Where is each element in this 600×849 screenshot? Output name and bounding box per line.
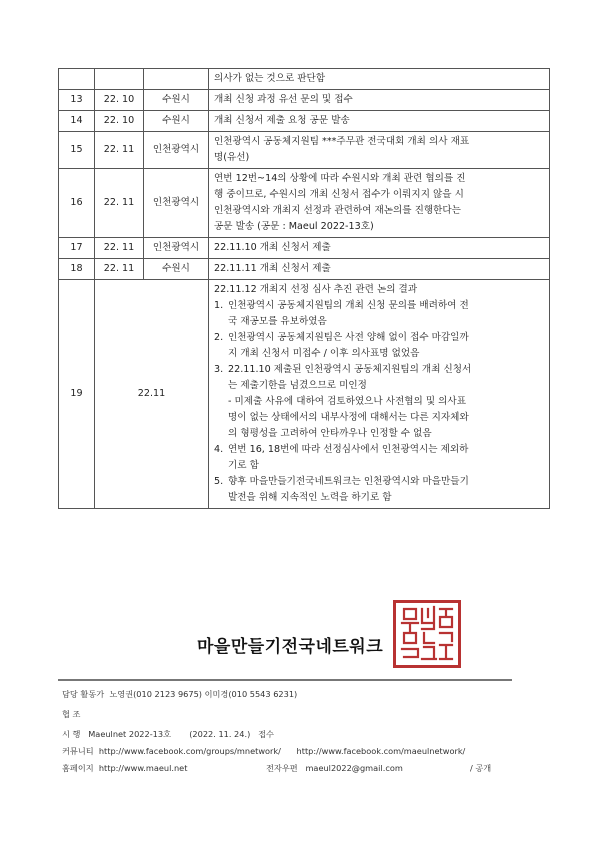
contacts-label: 담당 활동가: [62, 689, 105, 699]
list-item: [214, 298, 544, 330]
issue-date: (2022. 11. 24.): [189, 729, 251, 739]
row-organization: 인천광역시: [144, 238, 209, 259]
list-number: 4.: [214, 444, 224, 455]
homepage-label: 홈페이지: [62, 763, 94, 773]
table-row: [59, 169, 550, 238]
content-line: 22.11.10 개최 신청서 제출: [214, 242, 331, 253]
contacts-value: 노영권(010 2123 9675) 이미경(010 5543 6231): [109, 689, 298, 699]
content-line: 명이 없는 상태에서의 내부사정에 대해서는 다른 지자체와: [228, 412, 469, 423]
homepage-link[interactable]: http://www.maeul.net: [98, 763, 188, 773]
cooperation-label: 협 조: [62, 709, 81, 719]
row-date: 22. 11: [95, 238, 144, 259]
row-number: 15: [59, 132, 95, 169]
content-line: 22.11.11 개최 신청서 제출: [214, 263, 331, 274]
table-row: [59, 280, 550, 509]
row-organization: 수원시: [144, 259, 209, 280]
content-line: 향후 마을만들기전국네트워크는 인천광역시와 마을만들기: [228, 476, 469, 487]
footer-contacts: [62, 689, 297, 700]
row-number: 17: [59, 238, 95, 259]
organization-name: 마을만들기전국네트워크: [197, 637, 384, 657]
list-item: [214, 394, 544, 442]
row-number: 19: [59, 280, 95, 509]
row-content: [209, 259, 550, 280]
content-line: 명(유선): [214, 152, 250, 163]
content-line: 연번 12번~14의 상황에 따라 수원시와 개최 관련 협의를 진: [214, 173, 466, 184]
content-line: 공문 발송 (공문 : Maeul 2022-13호): [214, 221, 374, 232]
disclosure-status: / 공개: [470, 763, 492, 773]
issue-label: 시 행: [62, 729, 81, 739]
table-row: [59, 132, 550, 169]
footer-issue: [62, 729, 274, 740]
issue-number: Maeulnet 2022-13호: [88, 729, 171, 739]
footer-homepage: [62, 763, 502, 774]
community-label: 커뮤니티: [62, 746, 94, 756]
content-line: - 미제출 사유에 대하여 검토하였으나 사전협의 및 의사표: [228, 396, 466, 407]
row-content: [209, 238, 550, 259]
footer-community: [62, 746, 465, 757]
content-line: 인천광역시 공동체지원팀의 개최 신청 문의를 배려하여 전: [228, 300, 469, 311]
activity-log-table: [58, 68, 550, 509]
footer-cooperation: [62, 709, 80, 720]
row-date: 22. 10: [95, 111, 144, 132]
content-line: 의사가 없는 것으로 판단함: [214, 73, 326, 84]
table-row: [59, 259, 550, 280]
content-line: 의 형평성을 고려하여 안타까우나 인정할 수 없음: [228, 428, 432, 439]
list-item: [214, 362, 544, 394]
community-link-group[interactable]: http://www.facebook.com/groups/mnetwork/: [98, 746, 281, 756]
content-line: 발전을 위해 지속적인 노력을 하기로 함: [228, 492, 392, 503]
content-line: 개최 신청 과정 유선 문의 및 접수: [214, 94, 353, 105]
list-text: [228, 442, 544, 474]
row-number: 16: [59, 169, 95, 238]
content-line: 인천광역시와 개최지 선정과 관련하여 재논의를 진행한다는: [214, 205, 461, 216]
list-text: [228, 362, 544, 394]
table-row: [59, 238, 550, 259]
row-organization: 수원시: [144, 90, 209, 111]
content-line: 인천광역시 공동체지원팀은 사전 양해 없이 접수 마감일까: [228, 332, 469, 343]
list-text: [228, 298, 544, 330]
row-date: 22.11: [95, 280, 209, 509]
row-organization: 인천광역시: [144, 169, 209, 238]
list-number: 5.: [214, 476, 224, 487]
community-link-page[interactable]: http://www.facebook.com/maeulnetwork/: [296, 746, 466, 756]
list-number: 1.: [214, 300, 224, 311]
official-seal-stamp: [393, 600, 461, 668]
row-date: 22. 11: [95, 132, 144, 169]
row-organization: [144, 69, 209, 90]
list-item: [214, 330, 544, 362]
table-row: [59, 90, 550, 111]
table-row: [59, 111, 550, 132]
row-number: 14: [59, 111, 95, 132]
content-line: 행 중이므로, 수원시의 개최 신청서 접수가 이뤄지지 않을 시: [214, 189, 464, 200]
row-date: 22. 11: [95, 259, 144, 280]
content-line: 는 제출기한을 넘겼으므로 미인정: [228, 380, 367, 391]
content-line: 개최 신청서 제출 요청 공문 발송: [214, 115, 350, 126]
row-number: 13: [59, 90, 95, 111]
row-organization: 인천광역시: [144, 132, 209, 169]
issue-status: 접수: [258, 729, 274, 739]
footer-divider: [58, 679, 512, 681]
content-line: 기로 함: [228, 460, 259, 471]
row-content: [209, 132, 550, 169]
list-text: [228, 330, 544, 362]
row-content: [209, 69, 550, 90]
row-content: [209, 90, 550, 111]
content-line: 22.11.10 제출된 인천광역시 공동체지원팀의 개최 신청서: [228, 364, 472, 375]
row-number: 18: [59, 259, 95, 280]
email-label: 전자우편: [266, 763, 298, 773]
table-row: [59, 69, 550, 90]
content-line: 연번 16, 18번에 따라 선정심사에서 인천광역시는 제외하: [228, 444, 469, 455]
email-link[interactable]: maeul2022@gmail.com: [305, 763, 403, 773]
row-organization: 수원시: [144, 111, 209, 132]
list-text: [228, 394, 544, 442]
row-date: 22. 11: [95, 169, 144, 238]
content-line: 지 개최 신청서 미접수 / 이후 의사표명 없었음: [228, 348, 420, 359]
row-content: [209, 111, 550, 132]
content-intro: 22.11.12 개최지 선정 심사 추진 관련 논의 결과: [214, 284, 418, 295]
list-item: [214, 442, 544, 474]
row-content: [209, 169, 550, 238]
content-line: 인천광역시 공동체지원팀 ***주무관 전국대회 개최 의사 재표: [214, 136, 470, 147]
row-number: [59, 69, 95, 90]
list-text: [228, 474, 544, 506]
email-block: [266, 763, 403, 774]
row-content: [209, 280, 550, 509]
content-line: 국 재공모를 유보하였음: [228, 316, 327, 327]
list-number: 3.: [214, 364, 224, 375]
row-date: 22. 10: [95, 90, 144, 111]
list-item: [214, 474, 544, 506]
list-number: 2.: [214, 332, 224, 343]
row-date: [95, 69, 144, 90]
